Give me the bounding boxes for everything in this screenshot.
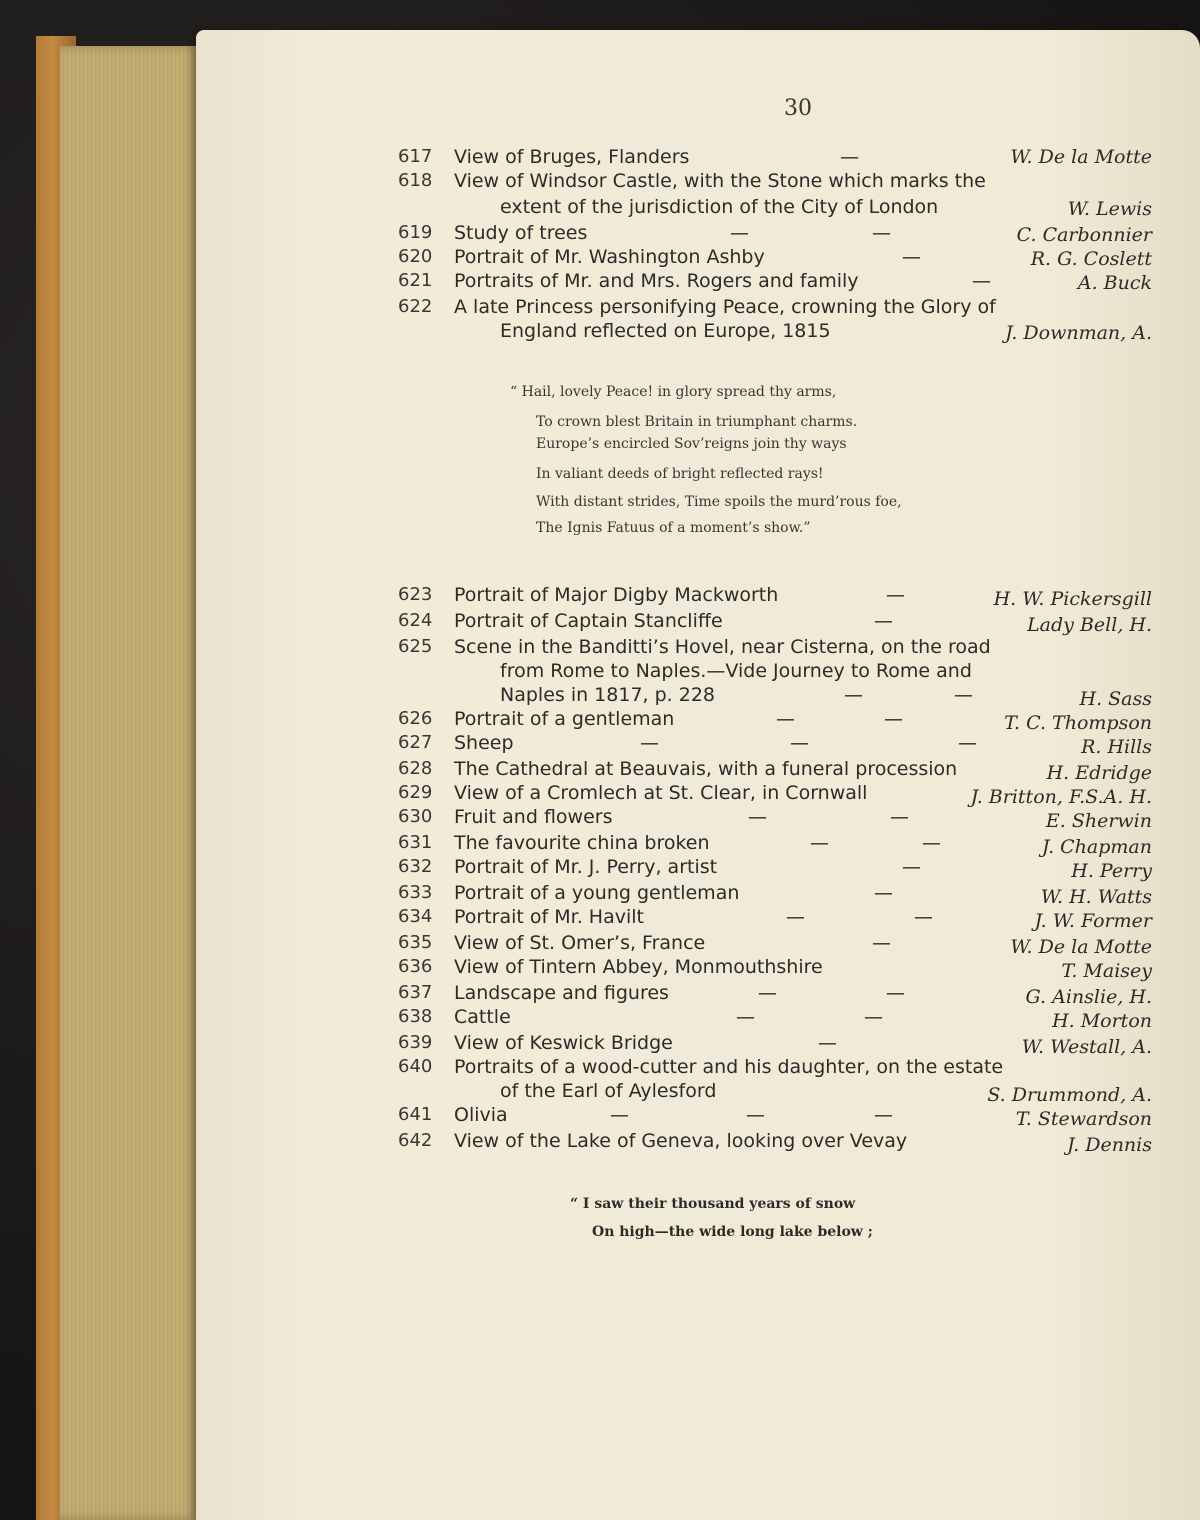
entry-title: Portrait of a gentleman: [454, 708, 675, 730]
dash: —: [746, 1104, 765, 1126]
entry-number: 642: [398, 1130, 433, 1151]
entry-title: View of a Cromlech at St. Clear, in Cornwall: [454, 782, 868, 804]
dash: —: [874, 882, 893, 904]
entry-title: Study of trees: [454, 222, 588, 244]
dash: —: [958, 732, 977, 754]
dash: —: [864, 1006, 883, 1028]
entry-artist: W. Lewis: [1067, 198, 1152, 220]
dash: —: [810, 832, 829, 854]
entry-artist: R. G. Coslett: [1030, 248, 1152, 270]
entry-number: 619: [398, 222, 433, 243]
entry-artist: J. Dennis: [1067, 1134, 1152, 1156]
dash: —: [872, 222, 891, 244]
entry-title: Olivia: [454, 1104, 508, 1126]
entry-title: Landscape and figures: [454, 982, 669, 1004]
page-number: 30: [784, 96, 812, 121]
entry-number: 632: [398, 856, 433, 877]
entry-number: 621: [398, 270, 433, 291]
entry-number: 618: [398, 170, 433, 191]
entry-number: 641: [398, 1104, 433, 1125]
entry-title: View of Keswick Bridge: [454, 1032, 673, 1054]
entry-artist: G. Ainslie, H.: [1025, 986, 1152, 1008]
dash: —: [902, 856, 921, 878]
entry-artist: H. W. Pickersgill: [993, 588, 1152, 610]
entry-number: 637: [398, 982, 433, 1003]
dash: —: [914, 906, 933, 928]
entry-artist: W. De la Motte: [1010, 146, 1152, 168]
entry-artist: T. C. Thompson: [1004, 712, 1152, 734]
entry-title: Portrait of Mr. J. Perry, artist: [454, 856, 718, 878]
dash: —: [954, 684, 973, 706]
entry-artist: J. Chapman: [1041, 836, 1152, 858]
entry-number: 629: [398, 782, 433, 803]
dash: —: [872, 932, 891, 954]
dash: —: [776, 708, 795, 730]
dash: —: [902, 246, 921, 268]
entry-title: Portrait of a young gentleman: [454, 882, 740, 904]
dash: —: [972, 270, 991, 292]
entry-title: Sheep: [454, 732, 514, 754]
entry-artist: C. Carbonnier: [1016, 224, 1152, 246]
dash: —: [886, 584, 905, 606]
dash: —: [758, 982, 777, 1004]
entry-number: 628: [398, 758, 433, 779]
entry-artist: H. Edridge: [1046, 762, 1152, 784]
entry-title: Portraits of Mr. and Mrs. Rogers and family: [454, 270, 859, 292]
dash: —: [748, 806, 767, 828]
dash: —: [818, 1032, 837, 1054]
dash: —: [874, 610, 893, 632]
entry-title: View of Tintern Abbey, Monmouthshire: [454, 956, 823, 978]
verse-line: On high—the wide long lake below ;: [592, 1224, 873, 1240]
entry-title: View of the Lake of Geneva, looking over Vevay: [454, 1130, 908, 1152]
entry-artist: J. W. Former: [1034, 910, 1152, 932]
dash: —: [890, 806, 909, 828]
entry-title: View of Windsor Castle, with the Stone which marks the: [454, 170, 986, 192]
entry-artist: Lady Bell, H.: [1027, 614, 1152, 636]
entry-title-continuation: Naples in 1817, p. 228: [500, 684, 716, 706]
entry-number: 638: [398, 1006, 433, 1027]
entry-title: Portrait of Mr. Havilt: [454, 906, 644, 928]
entry-artist: W. De la Motte: [1010, 936, 1152, 958]
entry-number: 640: [398, 1056, 433, 1077]
entry-number: 625: [398, 636, 433, 657]
dash: —: [886, 982, 905, 1004]
entry-title: Portrait of Major Digby Mackworth: [454, 584, 779, 606]
entry-artist: W. H. Watts: [1040, 886, 1152, 908]
entry-number: 627: [398, 732, 433, 753]
entry-number: 631: [398, 832, 433, 853]
entry-number: 639: [398, 1032, 433, 1053]
entry-title: Portraits of a wood-cutter and his daughter, on the estate: [454, 1056, 1004, 1078]
entry-number: 635: [398, 932, 433, 953]
entry-number: 622: [398, 296, 433, 317]
verse-line: The Ignis Fatuus of a moment’s show.”: [536, 520, 811, 536]
entry-title: Portrait of Mr. Washington Ashby: [454, 246, 765, 268]
entry-artist: A. Buck: [1077, 272, 1152, 294]
dash: —: [840, 146, 859, 168]
dash: —: [922, 832, 941, 854]
entry-artist: E. Sherwin: [1045, 810, 1152, 832]
dash: —: [844, 684, 863, 706]
entry-title-continuation: extent of the jurisdiction of the City of London: [500, 196, 939, 218]
entry-number: 623: [398, 584, 433, 605]
entry-number: 633: [398, 882, 433, 903]
entry-number: 630: [398, 806, 433, 827]
verse-line: “ I saw their thousand years of snow: [570, 1196, 856, 1212]
entry-title: The Cathedral at Beauvais, with a funeral procession: [454, 758, 958, 780]
verse-line: “ Hail, lovely Peace! in glory spread thy arms,: [510, 384, 837, 400]
verse-line: With distant strides, Time spoils the murd’rous foe,: [536, 494, 902, 510]
verse-line: In valiant deeds of bright reflected rays!: [536, 466, 824, 482]
entry-number: 636: [398, 956, 433, 977]
entry-number: 617: [398, 146, 433, 167]
entry-artist: T. Maisey: [1061, 960, 1152, 982]
verse-line: Europe’s encircled Sov’reigns join thy ways: [536, 436, 847, 452]
verse-line: To crown blest Britain in triumphant charms.: [536, 414, 858, 430]
dash: —: [730, 222, 749, 244]
dash: —: [790, 732, 809, 754]
entry-title: Fruit and flowers: [454, 806, 613, 828]
entry-title-continuation: from Rome to Naples.—Vide Journey to Rome and: [500, 660, 972, 682]
entry-number: 634: [398, 906, 433, 927]
dash: —: [640, 732, 659, 754]
page-fore-edge: [60, 46, 200, 1520]
entry-title: View of St. Omer’s, France: [454, 932, 706, 954]
entry-artist: H. Perry: [1071, 860, 1152, 882]
entry-artist: H. Morton: [1052, 1010, 1152, 1032]
entry-title: A late Princess personifying Peace, crowning the Glory of: [454, 296, 996, 318]
entry-artist: R. Hills: [1081, 736, 1152, 758]
entry-title: Cattle: [454, 1006, 511, 1028]
dash: —: [736, 1006, 755, 1028]
entry-title: View of Bruges, Flanders: [454, 146, 690, 168]
entry-title-continuation: England reflected on Europe, 1815: [500, 320, 831, 342]
dash: —: [786, 906, 805, 928]
entry-artist: T. Stewardson: [1015, 1108, 1152, 1130]
entry-number: 620: [398, 246, 433, 267]
entry-title-continuation: of the Earl of Aylesford: [500, 1080, 717, 1102]
dash: —: [874, 1104, 893, 1126]
entry-artist: J. Britton, F.S.A. H.: [970, 786, 1152, 808]
entry-title: Portrait of Captain Stancliffe: [454, 610, 723, 632]
entry-title: The favourite china broken: [454, 832, 710, 854]
entry-number: 624: [398, 610, 433, 631]
entry-artist: H. Sass: [1079, 688, 1152, 710]
entry-number: 626: [398, 708, 433, 729]
entry-title: Scene in the Banditti’s Hovel, near Cisterna, on the road: [454, 636, 991, 658]
entry-artist: W. Westall, A.: [1021, 1036, 1152, 1058]
dash: —: [884, 708, 903, 730]
entry-artist: S. Drummond, A.: [987, 1084, 1152, 1106]
entry-artist: J. Downman, A.: [1005, 322, 1152, 344]
dash: —: [610, 1104, 629, 1126]
